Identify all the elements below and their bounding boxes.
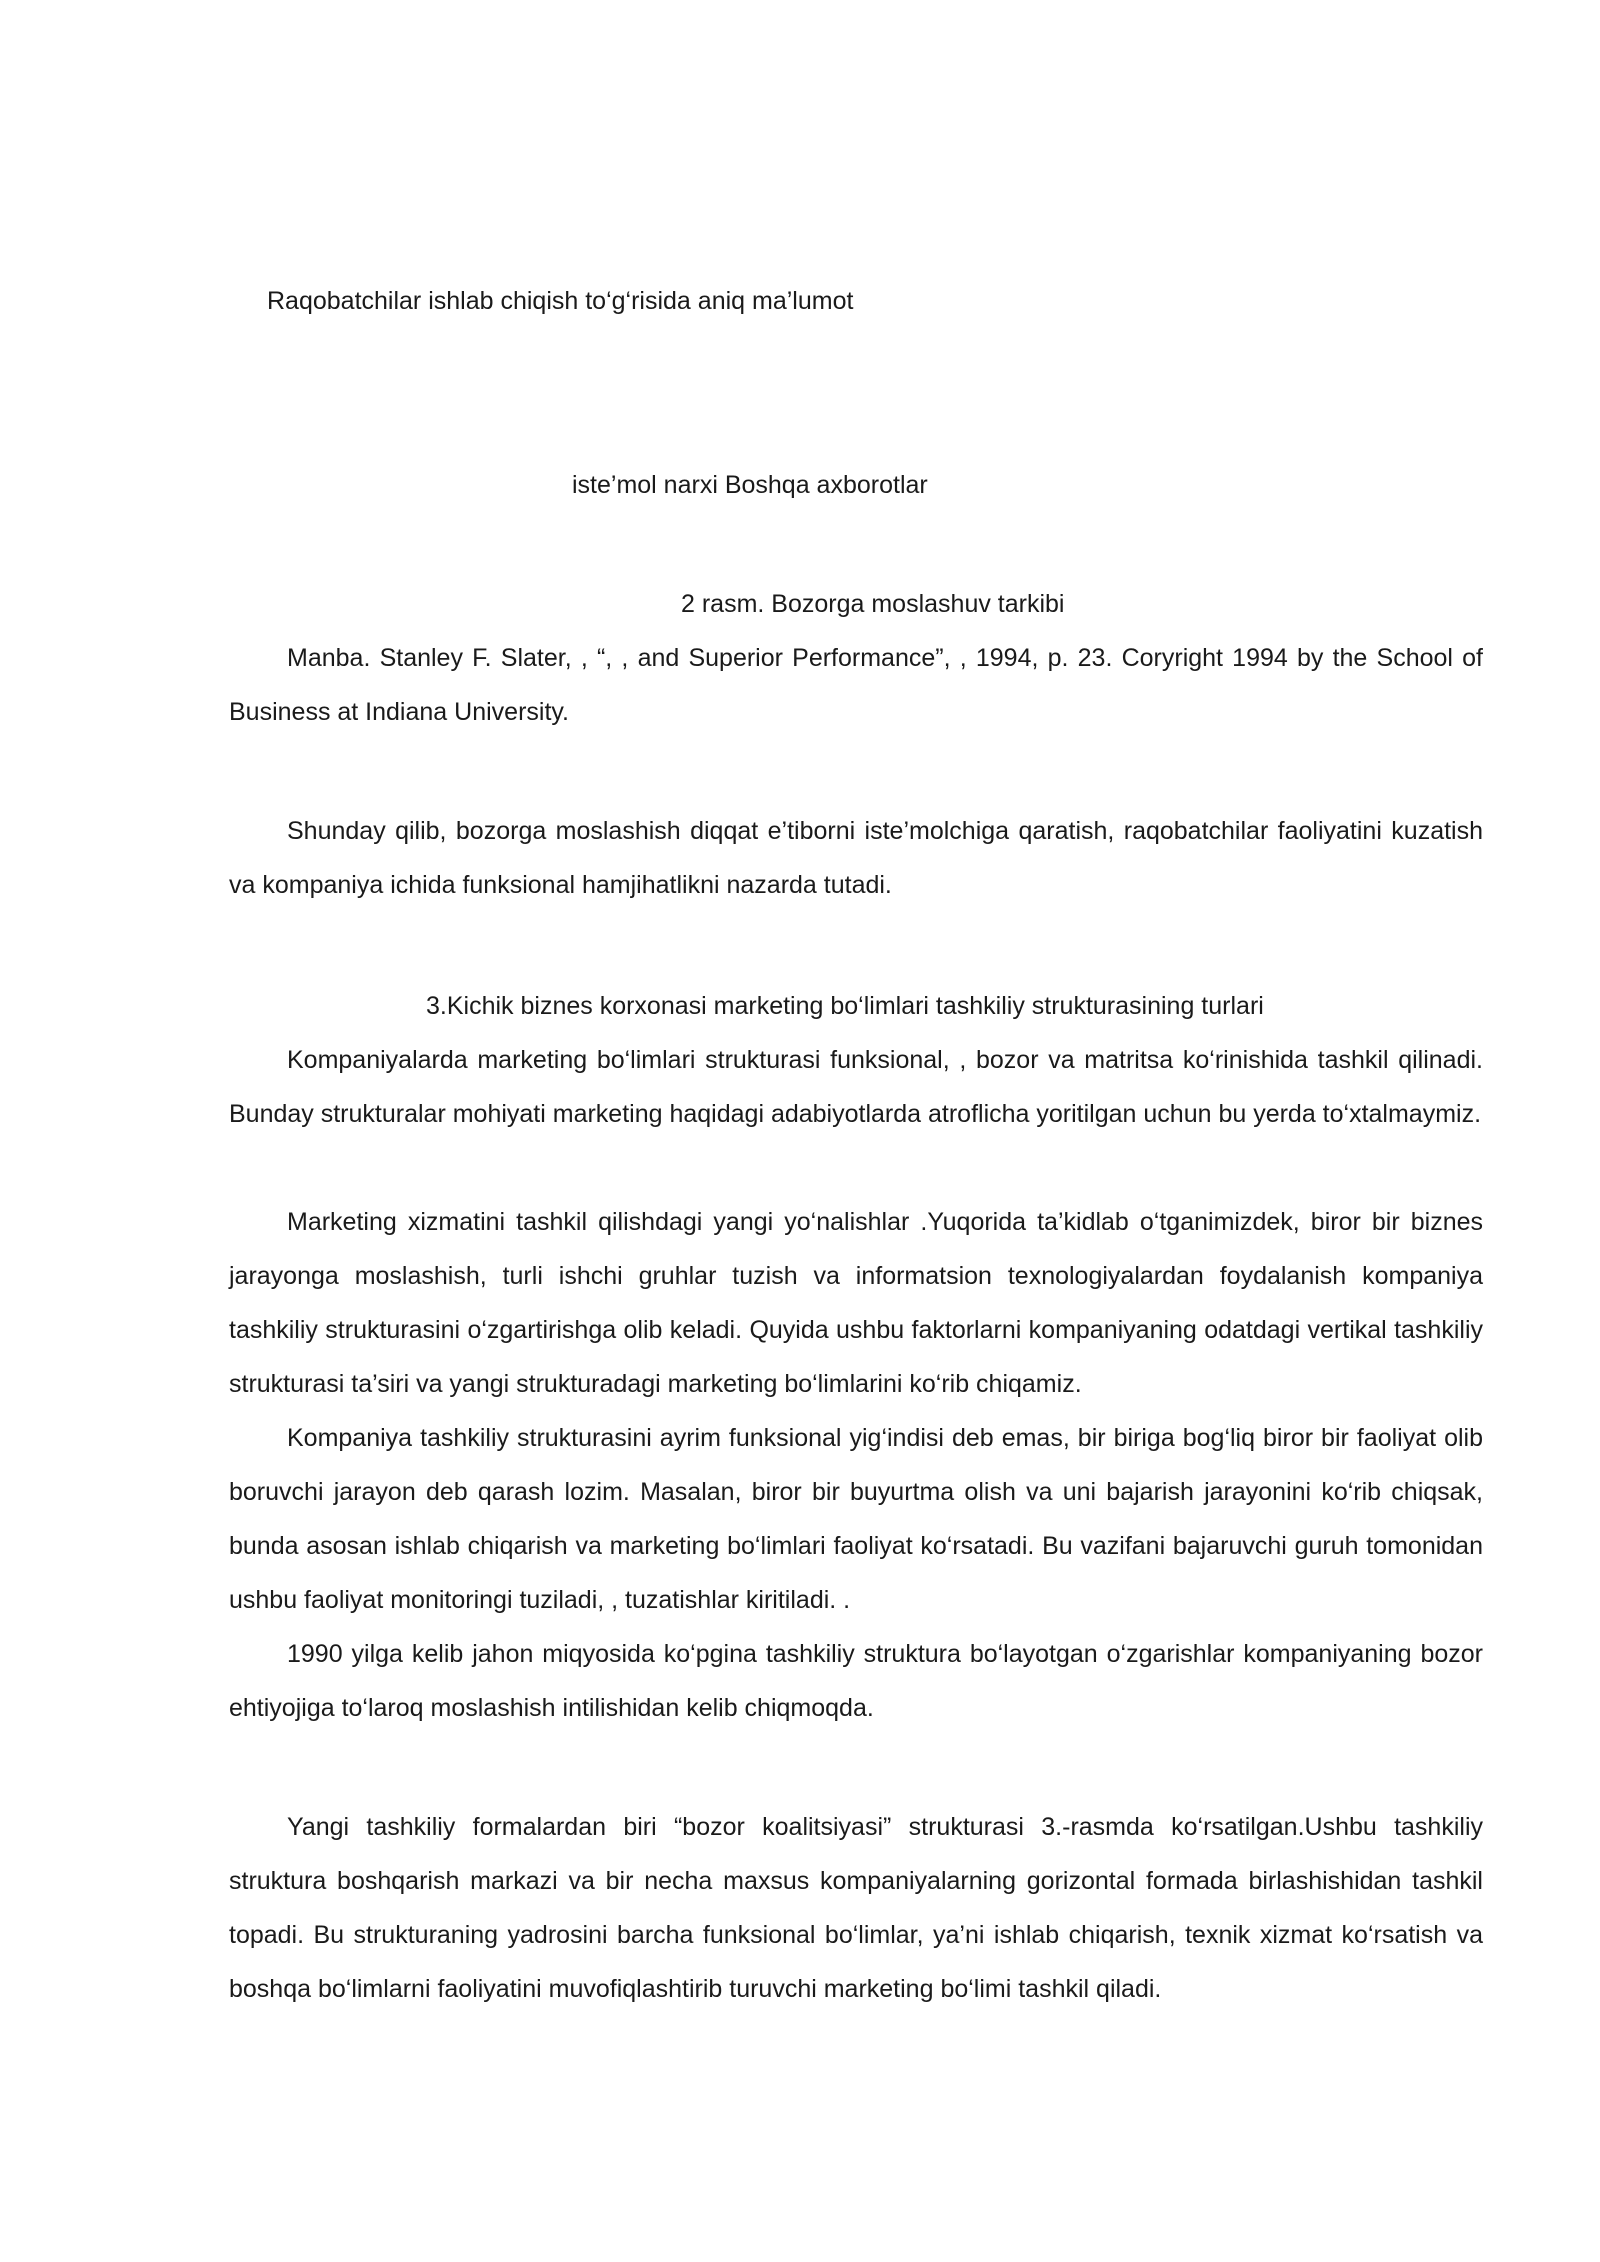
paragraph-2: Kompaniyalarda marketing bo‘limlari strukturasi funksional, , bozor va matritsa ko‘rinishida tashkil qilinadi. Bunday strukturalar mohiyati marketing haqidagi adabiyotlarda atroflicha yoritilgan uchun bu yerda to‘xtalmaymiz. <box>229 1046 1483 1128</box>
paragraph-1: Shunday qilib, bozorga moslashish diqqat e’tiborni iste’molchiga qaratish, raqobatchilar faoliyatini kuzatish va kompaniya ichida funksional hamjihatlikni nazarda tutadi. <box>229 817 1483 899</box>
section-heading: 3.Kichik biznes korxonasi marketing bo‘limlari tashkiliy strukturasining turlari <box>426 992 1264 1020</box>
figure-caption: 2 rasm. Bozorga moslashuv tarkibi <box>681 590 1065 618</box>
paragraph-3: Marketing xizmatini tashkil qilishdagi yangi yo‘nalishlar .Yuqorida ta’kidlab o‘tganimizdek, biror bir biznes jarayonga moslashish, turli ishchi gruhlar tuzish va informatsion texnologiyalardan foydalanish kompaniya tashkiliy strukturasini o‘zgartirishga olib keladi. Quyida ushbu faktorlarni kompaniyaning odatdagi vertikal tashkiliy strukturasi ta’siri va yangi strukturadagi marketing bo‘limlarini ko‘rib chiqamiz. <box>229 1208 1483 1398</box>
paragraph-4: Kompaniya tashkiliy strukturasini ayrim funksional yig‘indisi deb emas, bir biriga bog‘liq biror bir faoliyat olib boruvchi jarayon deb qarash lozim. Masalan, biror bir buyurtma olish va uni bajarish jarayonini ko‘rib chiqsak, bunda asosan ishlab chiqarish va marketing bo‘limlari faoliyat ko‘rsatadi. Bu vazifani bajaruvchi guruh tomonidan ushbu faoliyat monitoringi tuziladi, , tuzatishlar kiritiladi. . <box>229 1424 1483 1614</box>
diagram-label-top: Raqobatchilar ishlab chiqish to‘g‘risida aniq ma’lumot <box>267 287 854 315</box>
diagram-label-middle: iste’mol narxi Boshqa axborotlar <box>572 471 928 499</box>
figure-source: Manba. Stanley F. Slater, , “, , and Superior Performance”, , 1994, p. 23. Coryright 1994 by the School of Business at Indiana University. <box>229 644 1483 726</box>
paragraph-5: 1990 yilga kelib jahon miqyosida ko‘pgina tashkiliy struktura bo‘layotgan o‘zgarishlar kompaniyaning bozor ehtiyojiga to‘laroq moslashish intilishidan kelib chiqmoqda. <box>229 1640 1483 1722</box>
paragraph-6: Yangi tashkiliy formalardan biri “bozor koalitsiyasi” strukturasi 3.-rasmda ko‘rsatilgan.Ushbu tashkiliy struktura boshqarish markazi va bir necha maxsus kompaniyalarning gorizontal formada birlashishidan tashkil topadi. Bu strukturaning yadrosini barcha funksional bo‘limlar, ya’ni ishlab chiqarish, texnik xizmat ko‘rsatish va boshqa bo‘limlarni faoliyatini muvofiqlashtirib turuvchi marketing bo‘limi tashkil qiladi. <box>229 1813 1483 2003</box>
